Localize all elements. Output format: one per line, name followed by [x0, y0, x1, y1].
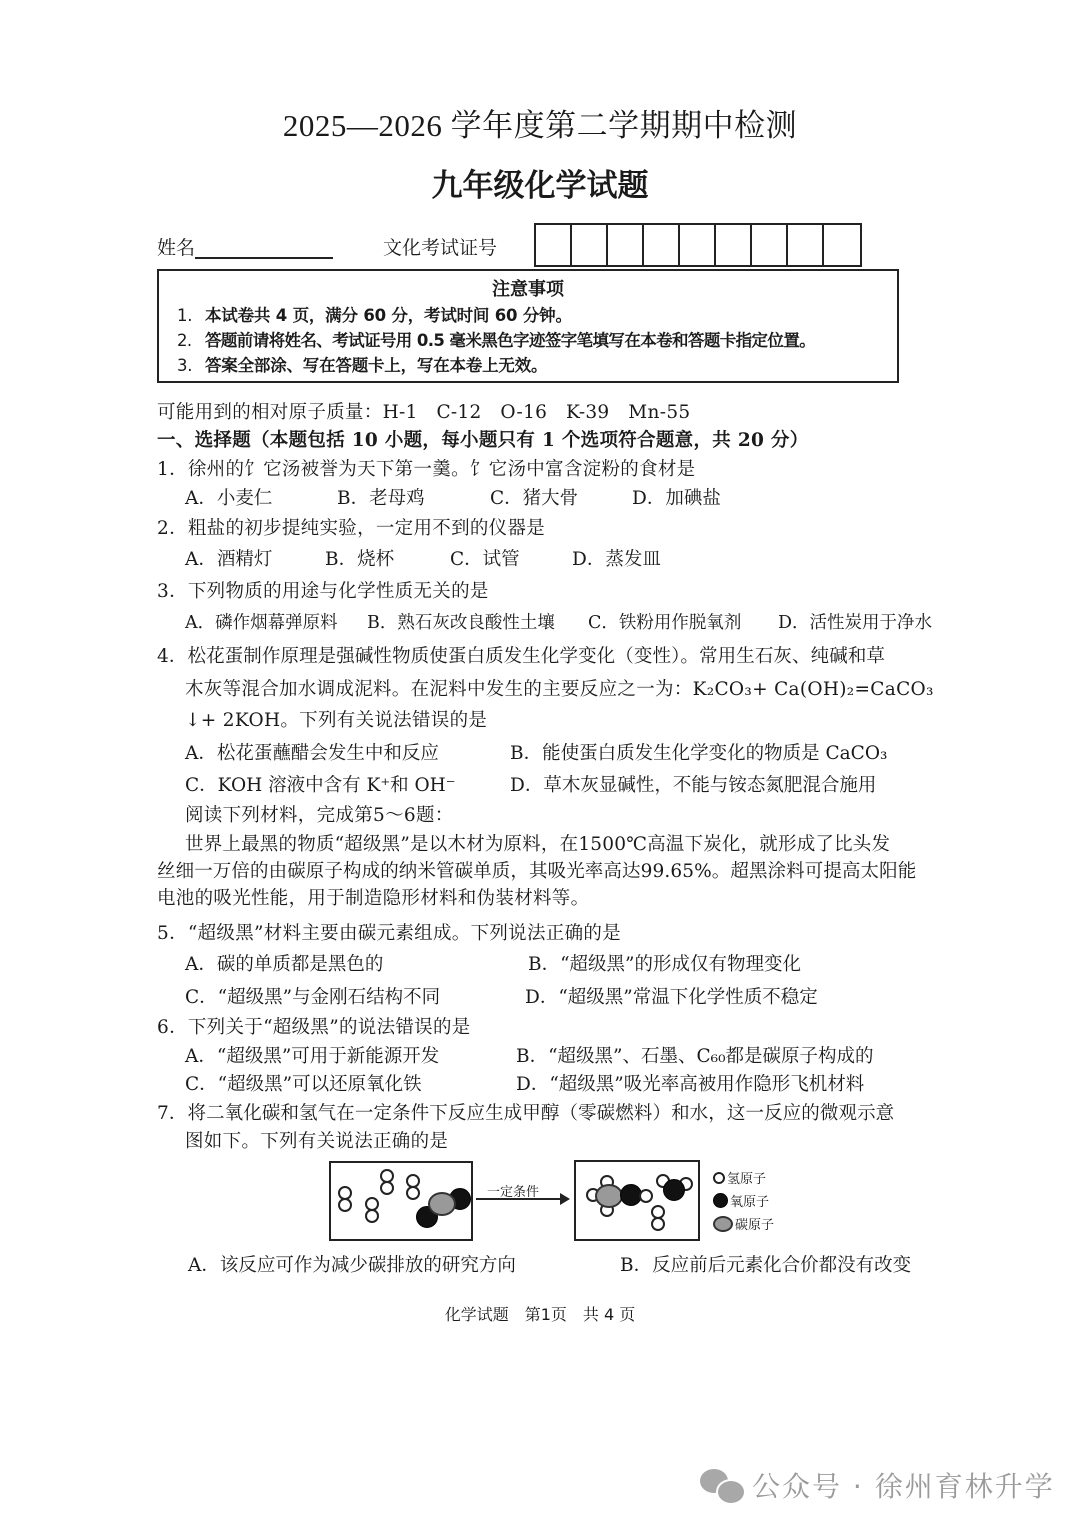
question-3-option-b[interactable]: B．熟石灰改良酸性土壤	[367, 613, 555, 633]
notice-item-number: 1.	[177, 306, 193, 325]
carbon-atom	[595, 1184, 623, 1208]
question-4-option-d[interactable]: D．草木灰显碱性，不能与铵态氮肥混合施用	[510, 775, 877, 796]
question-4-stem-line3: ↓+ 2KOH。下列有关说法错误的是	[185, 710, 488, 731]
exam-id-label: 文化考试证号	[383, 237, 498, 259]
carbon-atom-icon	[713, 1216, 733, 1232]
question-2-option-a[interactable]: A．酒精灯	[185, 549, 273, 570]
question-4-option-b[interactable]: B．能使蛋白质发生化学变化的物质是 CaCO₃	[510, 743, 888, 764]
question-2-option-d[interactable]: D．蒸发皿	[572, 549, 661, 570]
hydrogen-atom-icon	[713, 1172, 725, 1184]
question-1-option-a[interactable]: A．小麦仁	[185, 488, 273, 509]
legend-label: 氧原子	[730, 1195, 770, 1210]
hydrogen-atom	[338, 1198, 352, 1212]
exam-id-digit-box[interactable]	[788, 225, 824, 265]
exam-title: 2025—2026 学年度第二学期期中检测	[282, 108, 798, 143]
wechat-icon	[700, 1467, 744, 1503]
legend-carbon	[713, 1214, 774, 1233]
reading-paragraph-line3: 电池的吸光性能，用于制造隐形材料和伪装材料等。	[157, 888, 590, 909]
notice-item-text: 答题前请将姓名、考试证号用 0.5 毫米黑色字迹签字笔填写在本卷和答题卡指定位置。	[205, 331, 816, 350]
question-5-option-b[interactable]: B．“超级黑”的形成仅有物理变化	[528, 954, 802, 975]
exam-subtitle: 九年级化学试题	[431, 168, 649, 204]
exam-id-boxes[interactable]	[534, 223, 862, 267]
reading-paragraph-line1: 世界上最黑的物质“超级黑”是以木材为原料，在1500℃高温下炭化，就形成了比头发	[185, 834, 891, 855]
reactants-box	[329, 1161, 473, 1241]
question-5-stem: 5．“超级黑”材料主要由碳元素组成。下列说法正确的是	[157, 923, 621, 944]
question-1-option-d[interactable]: D．加碘盐	[632, 488, 721, 509]
question-6-option-b[interactable]: B．“超级黑”、石墨、C₆₀都是碳原子构成的	[516, 1046, 874, 1067]
exam-id-digit-box[interactable]	[716, 225, 752, 265]
exam-id-digit-box[interactable]	[752, 225, 788, 265]
question-4-stem-text: 木灰等混合加水调成泥料。在泥料中发生的主要反应之一为：	[185, 679, 693, 700]
notice-box	[157, 269, 899, 383]
question-1-option-b[interactable]: B．老母鸡	[337, 488, 425, 509]
notice-title: 注意事项	[492, 279, 564, 300]
question-2-stem: 2．粗盐的初步提纯实验，一定用不到的仪器是	[157, 518, 546, 539]
question-1-option-c[interactable]: C．猪大骨	[490, 488, 579, 509]
reaction-arrow	[476, 1198, 562, 1200]
oxygen-atom	[663, 1179, 685, 1201]
question-6-option-c[interactable]: C．“超级黑”可以还原氧化铁	[185, 1074, 422, 1095]
legend-label: 氢原子	[727, 1172, 767, 1187]
atomic-masses: 可能用到的相对原子质量：H-1 C-12 O-16 K-39 Mn-55	[157, 402, 691, 423]
question-3-stem: 3．下列物质的用途与化学性质无关的是	[157, 581, 489, 602]
page-footer: 化学试题 第1页 共 4 页	[444, 1305, 636, 1324]
notice-item	[177, 302, 572, 326]
notice-item-number: 3.	[177, 356, 193, 375]
exam-id-digit-box[interactable]	[572, 225, 608, 265]
notice-item-number: 2.	[177, 331, 192, 350]
name-field[interactable]	[195, 257, 333, 259]
notice-item-text: 本试卷共 4 页，满分 60 分，考试时间 60 分钟。	[205, 306, 572, 325]
chemical-equation: K₂CO₃+ Ca(OH)₂=CaCO₃	[692, 679, 934, 700]
question-5-option-a[interactable]: A．碳的单质都是黑色的	[185, 954, 384, 975]
question-7-stem-line1: 7．将二氧化碳和氢气在一定条件下反应生成甲醇（零碳燃料）和水，这一反应的微观示意	[157, 1103, 895, 1124]
section-heading: 一、选择题（本题包括 10 小题，每小题只有 1 个选项符合题意，共 20 分）	[157, 430, 809, 451]
legend-oxygen	[713, 1191, 769, 1210]
hydrogen-atom	[365, 1209, 379, 1223]
question-6-option-d[interactable]: D．“超级黑”吸光率高被用作隐形飞机材料	[516, 1074, 865, 1095]
question-1-stem: 1．徐州的饣它汤被誉为天下第一羹。饣它汤中富含淀粉的食材是	[157, 459, 696, 480]
question-7-option-a[interactable]: A．该反应可作为减少碳排放的研究方向	[188, 1255, 516, 1276]
question-2-option-b[interactable]: B．烧杯	[325, 549, 395, 570]
hydrogen-atom	[651, 1217, 665, 1231]
notice-item-text: 答案全部涂、写在答题卡上，写在本卷上无效。	[205, 356, 548, 375]
hydrogen-atom	[639, 1189, 653, 1203]
question-6-stem: 6．下列关于“超级黑”的说法错误的是	[157, 1017, 471, 1038]
exam-id-digit-box[interactable]	[824, 225, 860, 265]
arrow-head-icon	[560, 1193, 570, 1205]
notice-item	[177, 327, 815, 351]
exam-id-digit-box[interactable]	[608, 225, 644, 265]
reading-paragraph-line2: 丝细一万倍的由碳原子构成的纳米管碳单质，其吸光率高达99.65%。超黑涂料可提高太阳能	[157, 861, 917, 882]
exam-id-digit-box[interactable]	[536, 225, 572, 265]
question-3-option-d[interactable]: D．活性炭用于净水	[778, 613, 933, 633]
notice-item	[177, 352, 547, 376]
exam-id-digit-box[interactable]	[644, 225, 680, 265]
question-6-option-a[interactable]: A．“超级黑”可用于新能源开发	[185, 1046, 440, 1067]
question-4-option-a[interactable]: A．松花蛋蘸醋会发生中和反应	[185, 743, 439, 764]
question-4-stem-line2	[185, 675, 934, 701]
question-3-option-c[interactable]: C．铁粉用作脱氧剂	[588, 613, 742, 633]
question-4-stem-line1: 4．松花蛋制作原理是强碱性物质使蛋白质发生化学变化（变性）。常用生石灰、纯碱和草	[157, 646, 886, 667]
question-5-option-d[interactable]: D．“超级黑”常温下化学性质不稳定	[525, 987, 818, 1008]
legend-hydrogen	[713, 1168, 766, 1187]
name-label: 姓名	[157, 237, 196, 259]
question-3-option-a[interactable]: A．磷作烟幕弹原料	[185, 613, 338, 633]
watermark-text: 公众号 · 徐州育林升学	[752, 1470, 1055, 1503]
watermark	[700, 1465, 1055, 1505]
exam-id-digit-box[interactable]	[680, 225, 716, 265]
oxygen-atom-icon	[713, 1193, 728, 1208]
question-5-option-c[interactable]: C．“超级黑”与金刚石结构不同	[185, 987, 441, 1008]
hydrogen-atom	[406, 1186, 420, 1200]
question-7-option-b[interactable]: B．反应前后元素化合价都没有改变	[620, 1255, 912, 1276]
question-7-stem-line2: 图如下。下列有关说法正确的是	[185, 1131, 449, 1152]
reaction-condition-label: 一定条件	[487, 1185, 540, 1200]
legend-label: 碳原子	[735, 1218, 775, 1233]
products-box	[574, 1160, 700, 1241]
hydrogen-atom	[380, 1181, 394, 1195]
question-4-option-c[interactable]: C．KOH 溶液中含有 K⁺和 OH⁻	[185, 775, 456, 796]
reading-intro: 阅读下列材料，完成第5～6题：	[185, 805, 454, 826]
question-2-option-c[interactable]: C．试管	[450, 549, 520, 570]
carbon-atom	[428, 1192, 456, 1216]
